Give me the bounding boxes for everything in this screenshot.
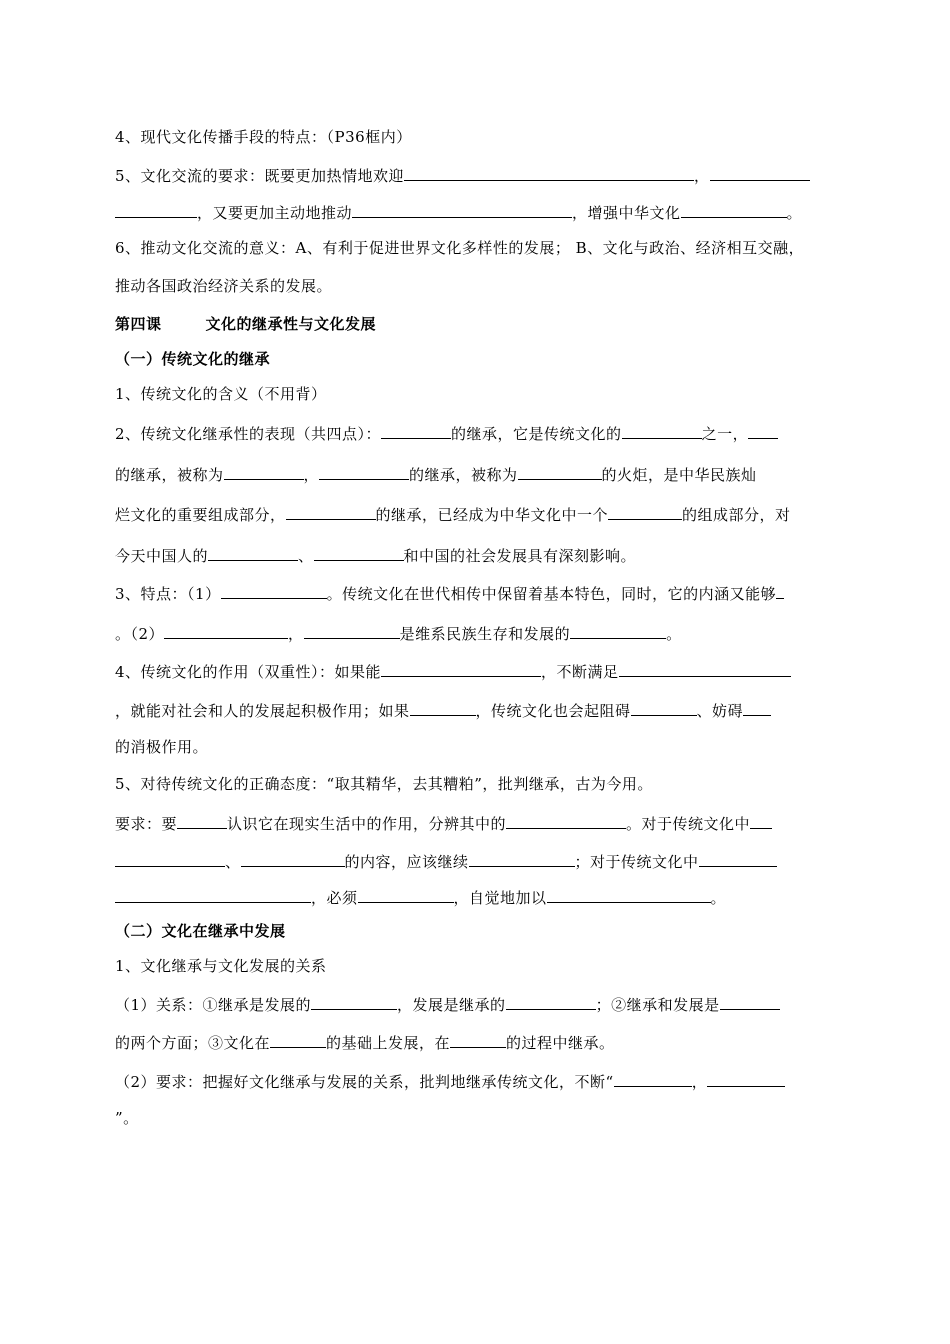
fill-blank[interactable] [681, 201, 787, 218]
line-features [115, 582, 784, 604]
fill-blank[interactable] [358, 886, 454, 903]
text: 。 [666, 625, 682, 643]
fill-blank[interactable] [710, 164, 810, 181]
text: ；②继承和发展是 [595, 996, 720, 1014]
fill-blank[interactable] [720, 993, 780, 1010]
line-requirement-end [115, 1108, 139, 1128]
fill-blank[interactable] [115, 201, 197, 218]
fill-blank[interactable] [177, 812, 227, 829]
text: ”。 [115, 1109, 139, 1127]
line-relationship-title [115, 956, 327, 976]
text: 的过程中继承。 [506, 1034, 615, 1052]
line-inheritance-2 [115, 463, 757, 485]
fill-blank[interactable] [614, 1070, 692, 1087]
fill-blank[interactable] [314, 544, 404, 561]
fill-blank[interactable] [164, 622, 288, 639]
text: ，发展是继承的 [397, 996, 506, 1014]
line-exchange-requirements-cont [115, 201, 802, 223]
fill-blank[interactable] [381, 422, 451, 439]
text: 的继承，被称为 [115, 466, 224, 484]
fill-blank[interactable] [319, 463, 409, 480]
fill-blank[interactable] [631, 699, 697, 716]
text: 5、对待传统文化的正确态度：“取其精华，去其糟粕”，批判继承，古为今用。 [115, 775, 653, 793]
section-title: （一）传统文化的继承 [115, 350, 271, 368]
fill-blank[interactable] [221, 582, 327, 599]
fill-blank[interactable] [304, 622, 400, 639]
fill-blank[interactable] [619, 660, 791, 677]
line-relationship-cont [115, 1031, 615, 1053]
fill-blank[interactable] [518, 463, 602, 480]
fill-blank[interactable] [410, 699, 476, 716]
text: 的火炬，是中华民族灿 [601, 466, 757, 484]
fill-blank[interactable] [699, 850, 777, 867]
text: ，又要更加主动地推动 [197, 204, 353, 222]
lesson-number: 第四课 [115, 315, 162, 333]
text: 。 [786, 204, 803, 222]
fill-blank[interactable] [570, 622, 666, 639]
text: 、妨碍 [696, 702, 744, 720]
line-inheritance-manifestations [115, 422, 778, 444]
fill-blank[interactable] [750, 812, 772, 829]
text: 的两个方面；③文化在 [115, 1034, 271, 1052]
line-exchange-significance-cont [115, 276, 332, 296]
text: ，自觉地加以 [453, 889, 547, 907]
fill-blank[interactable] [547, 886, 711, 903]
text: 。对于传统文化中 [626, 815, 751, 833]
fill-blank[interactable] [208, 544, 298, 561]
text: 认识它在现实生活中的作用，分辨其中的 [227, 815, 507, 833]
line-requirements-cont-2 [115, 886, 726, 908]
fill-blank[interactable] [381, 660, 541, 677]
text: 1、文化继承与文化发展的关系 [115, 957, 327, 975]
fill-blank[interactable] [622, 422, 702, 439]
text: ；对于传统文化中 [574, 853, 699, 871]
fill-blank[interactable] [115, 886, 311, 903]
text: 烂文化的重要组成部分， [115, 506, 286, 524]
text: 4、传统文化的作用（双重性）：如果能 [115, 663, 382, 681]
text: 、 [298, 547, 314, 565]
line-requirement [115, 1070, 785, 1092]
fill-blank[interactable] [743, 699, 771, 716]
fill-blank[interactable] [506, 993, 596, 1010]
line-features-cont [115, 622, 682, 644]
text: ， [691, 1073, 708, 1091]
fill-blank[interactable] [506, 812, 626, 829]
line-negative-effect [115, 737, 208, 757]
fill-blank[interactable] [748, 422, 778, 439]
line-exchange-significance [115, 238, 804, 258]
text: 的继承，它是传统文化的 [451, 425, 622, 443]
fill-blank[interactable] [450, 1031, 506, 1048]
text: 。 [710, 889, 727, 907]
text: （2）要求：把握好文化继承与发展的关系，批判地继承传统文化，不断“ [115, 1073, 614, 1091]
text: ，增强中华文化 [572, 204, 681, 222]
fill-blank[interactable] [469, 850, 575, 867]
lesson-heading [115, 314, 376, 334]
text: ，传统文化也会起阻碍 [475, 702, 631, 720]
text: 今天中国人的 [115, 547, 209, 565]
text: ， [303, 466, 320, 484]
fill-blank[interactable] [286, 503, 376, 520]
text: 的继承，已经成为中华文化中一个 [375, 506, 609, 524]
section-heading-1 [115, 349, 270, 369]
text: ，就能对社会和人的发展起积极作用；如果 [115, 702, 410, 720]
line-requirements-cont [115, 850, 777, 872]
fill-blank[interactable] [311, 993, 397, 1010]
text: 和中国的社会发展具有深刻影响。 [403, 547, 637, 565]
fill-blank[interactable] [270, 1031, 326, 1048]
text: 是维系民族生存和发展的 [399, 625, 571, 643]
text: 的内容，应该继续 [344, 853, 469, 871]
text: 、 [225, 853, 241, 871]
fill-blank[interactable] [608, 503, 682, 520]
line-requirements [115, 812, 772, 834]
line-inheritance-3 [115, 503, 791, 525]
text: 的组成部分，对 [682, 506, 791, 524]
line-exchange-requirements [115, 164, 810, 186]
fill-blank[interactable] [352, 201, 572, 218]
section-title: （二）文化在继承中发展 [115, 922, 286, 940]
line-inheritance-4 [115, 544, 636, 566]
text: ，必须 [311, 889, 358, 907]
text: （1）关系：①继承是发展的 [115, 996, 312, 1014]
line-dual-role [115, 660, 791, 682]
text: 3、特点：（1） [115, 585, 221, 603]
fill-blank[interactable] [115, 850, 225, 867]
text: 的继承，被称为 [409, 466, 518, 484]
text: 。传统文化在世代相传中保留着基本特色，同时，它的内涵又能够 [326, 585, 777, 603]
fill-blank[interactable] [404, 164, 694, 181]
lesson-title: 文化的继承性与文化发展 [205, 315, 377, 333]
text: 2、传统文化继承性的表现（共四点）： [115, 425, 382, 443]
line-relationship [115, 993, 780, 1015]
text: 推动各国政治经济关系的发展。 [115, 277, 333, 295]
fill-blank[interactable] [707, 1070, 785, 1087]
text: 的消极作用。 [115, 738, 209, 756]
text: 的基础上发展，在 [326, 1034, 451, 1052]
text: 1、传统文化的含义（不用背） [115, 385, 327, 403]
text: 。（2） [115, 625, 165, 643]
text: 之一， [701, 425, 749, 443]
text: ，不断满足 [541, 663, 619, 681]
section-heading-2 [115, 921, 286, 941]
fill-blank[interactable] [241, 850, 345, 867]
line-dual-role-cont [115, 699, 771, 721]
text: 5、文化交流的要求：既要更加热情地欢迎 [115, 167, 405, 185]
text: ， [694, 167, 710, 185]
line-modern-media-features [115, 127, 412, 147]
fill-blank[interactable] [224, 463, 304, 480]
fill-blank[interactable] [776, 582, 784, 599]
line-traditional-culture-meaning [115, 384, 327, 404]
text: 6、推动文化交流的意义：A、有利于促进世界文化多样性的发展； B、文化与政治、经济相互交融， [115, 239, 805, 257]
text: ， [288, 625, 304, 643]
line-correct-attitude [115, 774, 653, 794]
text: 4、现代文化传播手段的特点：（P36框内） [115, 128, 412, 146]
text: 要求：要 [115, 815, 178, 833]
